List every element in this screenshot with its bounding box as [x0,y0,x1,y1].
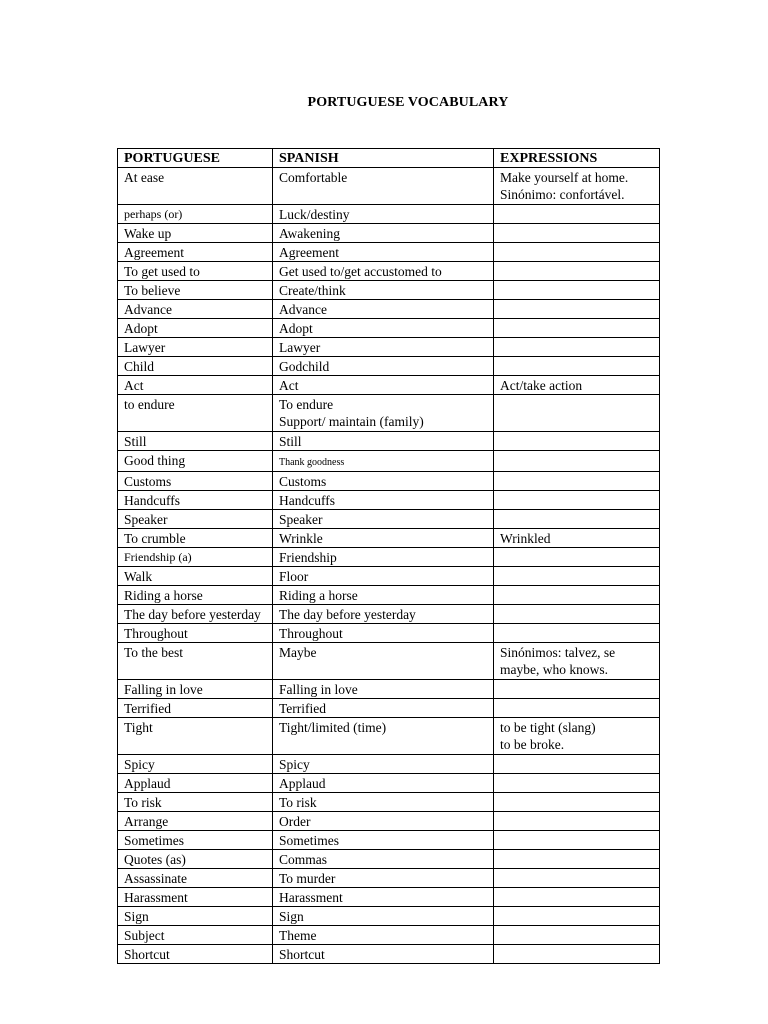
table-row [118,624,660,643]
cell-expressions [494,224,660,243]
cell-portuguese: to endure [118,395,273,432]
cell-spanish [273,888,494,907]
cell-portuguese: Shortcut [118,945,273,964]
table-row [118,395,660,432]
cell-expressions [494,831,660,850]
table-row [118,869,660,888]
table-row [118,774,660,793]
cell-portuguese: Tight [118,718,273,755]
cell-spanish-line: Awakening [279,226,340,241]
cell-spanish [273,338,494,357]
cell-spanish [273,451,494,472]
table-row [118,680,660,699]
cell-expressions [494,680,660,699]
cell-spanish-line: To risk [279,795,317,810]
cell-portuguese: The day before yesterday [118,605,273,624]
cell-portuguese: At ease [118,168,273,205]
cell-spanish-line: Lawyer [279,340,321,355]
table-row [118,281,660,300]
cell-spanish-line: Adopt [279,321,313,336]
cell-portuguese: Lawyer [118,338,273,357]
cell-portuguese: Sometimes [118,831,273,850]
cell-spanish-line: Get used to/get accustomed to [279,264,442,279]
cell-portuguese: To crumble [118,529,273,548]
cell-portuguese: Arrange [118,812,273,831]
cell-spanish [273,548,494,567]
table-row [118,907,660,926]
cell-spanish-line: Theme [279,928,317,943]
cell-spanish [273,945,494,964]
table-row [118,850,660,869]
cell-expressions [494,605,660,624]
table-row [118,205,660,224]
cell-expressions [494,510,660,529]
table-row [118,510,660,529]
cell-portuguese: Walk [118,567,273,586]
cell-expressions-line: Sinónimos: talvez, se [500,645,616,660]
cell-expressions [494,205,660,224]
table-body [118,168,660,964]
cell-spanish [273,699,494,718]
cell-portuguese: To risk [118,793,273,812]
cell-spanish-line: Still [279,434,302,449]
cell-expressions-line: to be tight (slang) [500,720,596,735]
cell-expressions [494,432,660,451]
cell-expressions [494,262,660,281]
cell-portuguese: Act [118,376,273,395]
table-row [118,926,660,945]
table-row [118,472,660,491]
table-row [118,300,660,319]
cell-portuguese: Friendship (a) [118,548,273,567]
cell-expressions-line: Wrinkled [500,531,551,546]
cell-spanish-line: Shortcut [279,947,325,962]
cell-portuguese: Still [118,432,273,451]
page-title: PORTUGUESE VOCABULARY [307,95,509,110]
cell-spanish-line: Handcuffs [279,493,335,508]
cell-expressions [494,755,660,774]
cell-expressions [494,529,660,548]
cell-expressions [494,300,660,319]
cell-spanish [273,491,494,510]
vocabulary-table [117,148,660,964]
cell-spanish [273,812,494,831]
cell-portuguese: Customs [118,472,273,491]
header-row [118,149,660,168]
cell-expressions [494,699,660,718]
cell-expressions [494,395,660,432]
cell-expressions [494,888,660,907]
cell-spanish-line: Commas [279,852,328,867]
table-row [118,586,660,605]
cell-expressions [494,586,660,605]
cell-expressions [494,774,660,793]
cell-expressions [494,472,660,491]
cell-spanish [273,718,494,755]
cell-spanish [273,926,494,945]
table-row [118,529,660,548]
cell-portuguese: Riding a horse [118,586,273,605]
cell-expressions [494,548,660,567]
table-row [118,945,660,964]
cell-spanish-line: Harassment [279,890,343,905]
table-row [118,357,660,376]
cell-portuguese: Wake up [118,224,273,243]
cell-expressions [494,243,660,262]
cell-expressions [494,319,660,338]
table-row [118,793,660,812]
cell-expressions [494,945,660,964]
cell-expressions [494,451,660,472]
cell-portuguese: Spicy [118,755,273,774]
cell-spanish-line: Act [279,378,299,393]
cell-expressions [494,376,660,395]
cell-expressions [494,850,660,869]
cell-spanish-line: Support/ maintain (family) [279,414,424,429]
table-row [118,812,660,831]
table-row [118,432,660,451]
cell-expressions [494,907,660,926]
cell-portuguese: Throughout [118,624,273,643]
cell-spanish-line: Agreement [279,245,339,260]
cell-spanish [273,907,494,926]
cell-spanish-line: Wrinkle [279,531,323,546]
cell-spanish [273,529,494,548]
cell-portuguese: Agreement [118,243,273,262]
cell-spanish [273,168,494,205]
table-row [118,243,660,262]
table-row [118,262,660,281]
cell-portuguese: Falling in love [118,680,273,699]
cell-spanish [273,319,494,338]
cell-portuguese: Assassinate [118,869,273,888]
cell-spanish [273,472,494,491]
cell-spanish [273,774,494,793]
cell-spanish [273,281,494,300]
table-row [118,755,660,774]
cell-spanish [273,793,494,812]
cell-spanish-line: Terrified [279,701,327,716]
cell-spanish [273,262,494,281]
table-row [118,338,660,357]
table-row [118,605,660,624]
table-row [118,451,660,472]
cell-spanish-line: Comfortable [279,170,348,185]
table-row [118,319,660,338]
cell-expressions-line: to be broke. [500,737,565,752]
table-row [118,491,660,510]
cell-spanish [273,831,494,850]
cell-portuguese: To the best [118,643,273,680]
cell-expressions [494,624,660,643]
cell-spanish [273,755,494,774]
cell-spanish [273,680,494,699]
cell-spanish [273,643,494,680]
cell-portuguese: Handcuffs [118,491,273,510]
cell-spanish [273,376,494,395]
cell-spanish [273,243,494,262]
cell-spanish-line: Thank goodness [279,457,345,468]
cell-spanish-line: Tight/limited (time) [279,720,387,735]
cell-spanish [273,300,494,319]
cell-spanish [273,605,494,624]
cell-portuguese: Child [118,357,273,376]
table-row [118,718,660,755]
cell-expressions [494,793,660,812]
cell-expressions-line: Act/take action [500,378,583,393]
cell-spanish [273,869,494,888]
cell-spanish-line: Riding a horse [279,588,358,603]
column-header-portuguese: PORTUGUESE [118,149,273,168]
column-header-expressions: EXPRESSIONS [494,149,660,168]
table-row [118,643,660,680]
cell-spanish [273,567,494,586]
cell-expressions [494,491,660,510]
table-row [118,888,660,907]
cell-spanish [273,586,494,605]
cell-expressions [494,718,660,755]
cell-spanish-line: Godchild [279,359,330,374]
cell-portuguese: Terrified [118,699,273,718]
cell-spanish-line: Floor [279,569,309,584]
cell-portuguese: Sign [118,907,273,926]
cell-spanish [273,205,494,224]
cell-expressions [494,812,660,831]
cell-spanish-line: Spicy [279,757,310,772]
table-header [118,149,660,168]
cell-spanish-line: Speaker [279,512,323,527]
cell-expressions-line: Sinónimo: confortável. [500,187,625,202]
cell-portuguese: Adopt [118,319,273,338]
cell-portuguese: Quotes (as) [118,850,273,869]
cell-spanish-line: Create/think [279,283,346,298]
cell-spanish-line: Falling in love [279,682,358,697]
cell-expressions [494,869,660,888]
cell-spanish [273,432,494,451]
cell-spanish-line: Customs [279,474,327,489]
table-row [118,548,660,567]
cell-spanish [273,510,494,529]
cell-portuguese: Harassment [118,888,273,907]
cell-spanish-line: Applaud [279,776,326,791]
cell-expressions [494,567,660,586]
cell-expressions [494,926,660,945]
cell-portuguese: Good thing [118,451,273,472]
cell-spanish-line: To endure [279,397,334,412]
cell-spanish [273,395,494,432]
cell-spanish-line: Sign [279,909,304,924]
table-row [118,567,660,586]
cell-spanish [273,357,494,376]
cell-portuguese: Applaud [118,774,273,793]
cell-portuguese: Speaker [118,510,273,529]
cell-spanish-line: Throughout [279,626,343,641]
cell-spanish-line: To murder [279,871,336,886]
cell-spanish-line: Maybe [279,645,317,660]
cell-spanish-line: Order [279,814,311,829]
cell-expressions-line: Make yourself at home. [500,170,629,185]
table-row [118,831,660,850]
cell-spanish [273,850,494,869]
cell-portuguese: perhaps (or) [118,205,273,224]
cell-expressions-line: maybe, who knows. [500,662,608,677]
table-row [118,224,660,243]
cell-portuguese: Subject [118,926,273,945]
cell-spanish-line: The day before yesterday [279,607,416,622]
cell-spanish [273,224,494,243]
cell-expressions [494,643,660,680]
table-row [118,168,660,205]
cell-spanish-line: Advance [279,302,327,317]
table-row [118,699,660,718]
cell-spanish [273,624,494,643]
column-header-spanish: SPANISH [273,149,494,168]
cell-spanish-line: Sometimes [279,833,339,848]
cell-expressions [494,168,660,205]
table-row [118,376,660,395]
cell-spanish-line: Friendship [279,550,337,565]
cell-expressions [494,338,660,357]
cell-expressions [494,357,660,376]
cell-spanish-line: Luck/destiny [279,207,350,222]
cell-portuguese: To believe [118,281,273,300]
cell-expressions [494,281,660,300]
cell-portuguese: Advance [118,300,273,319]
cell-portuguese: To get used to [118,262,273,281]
